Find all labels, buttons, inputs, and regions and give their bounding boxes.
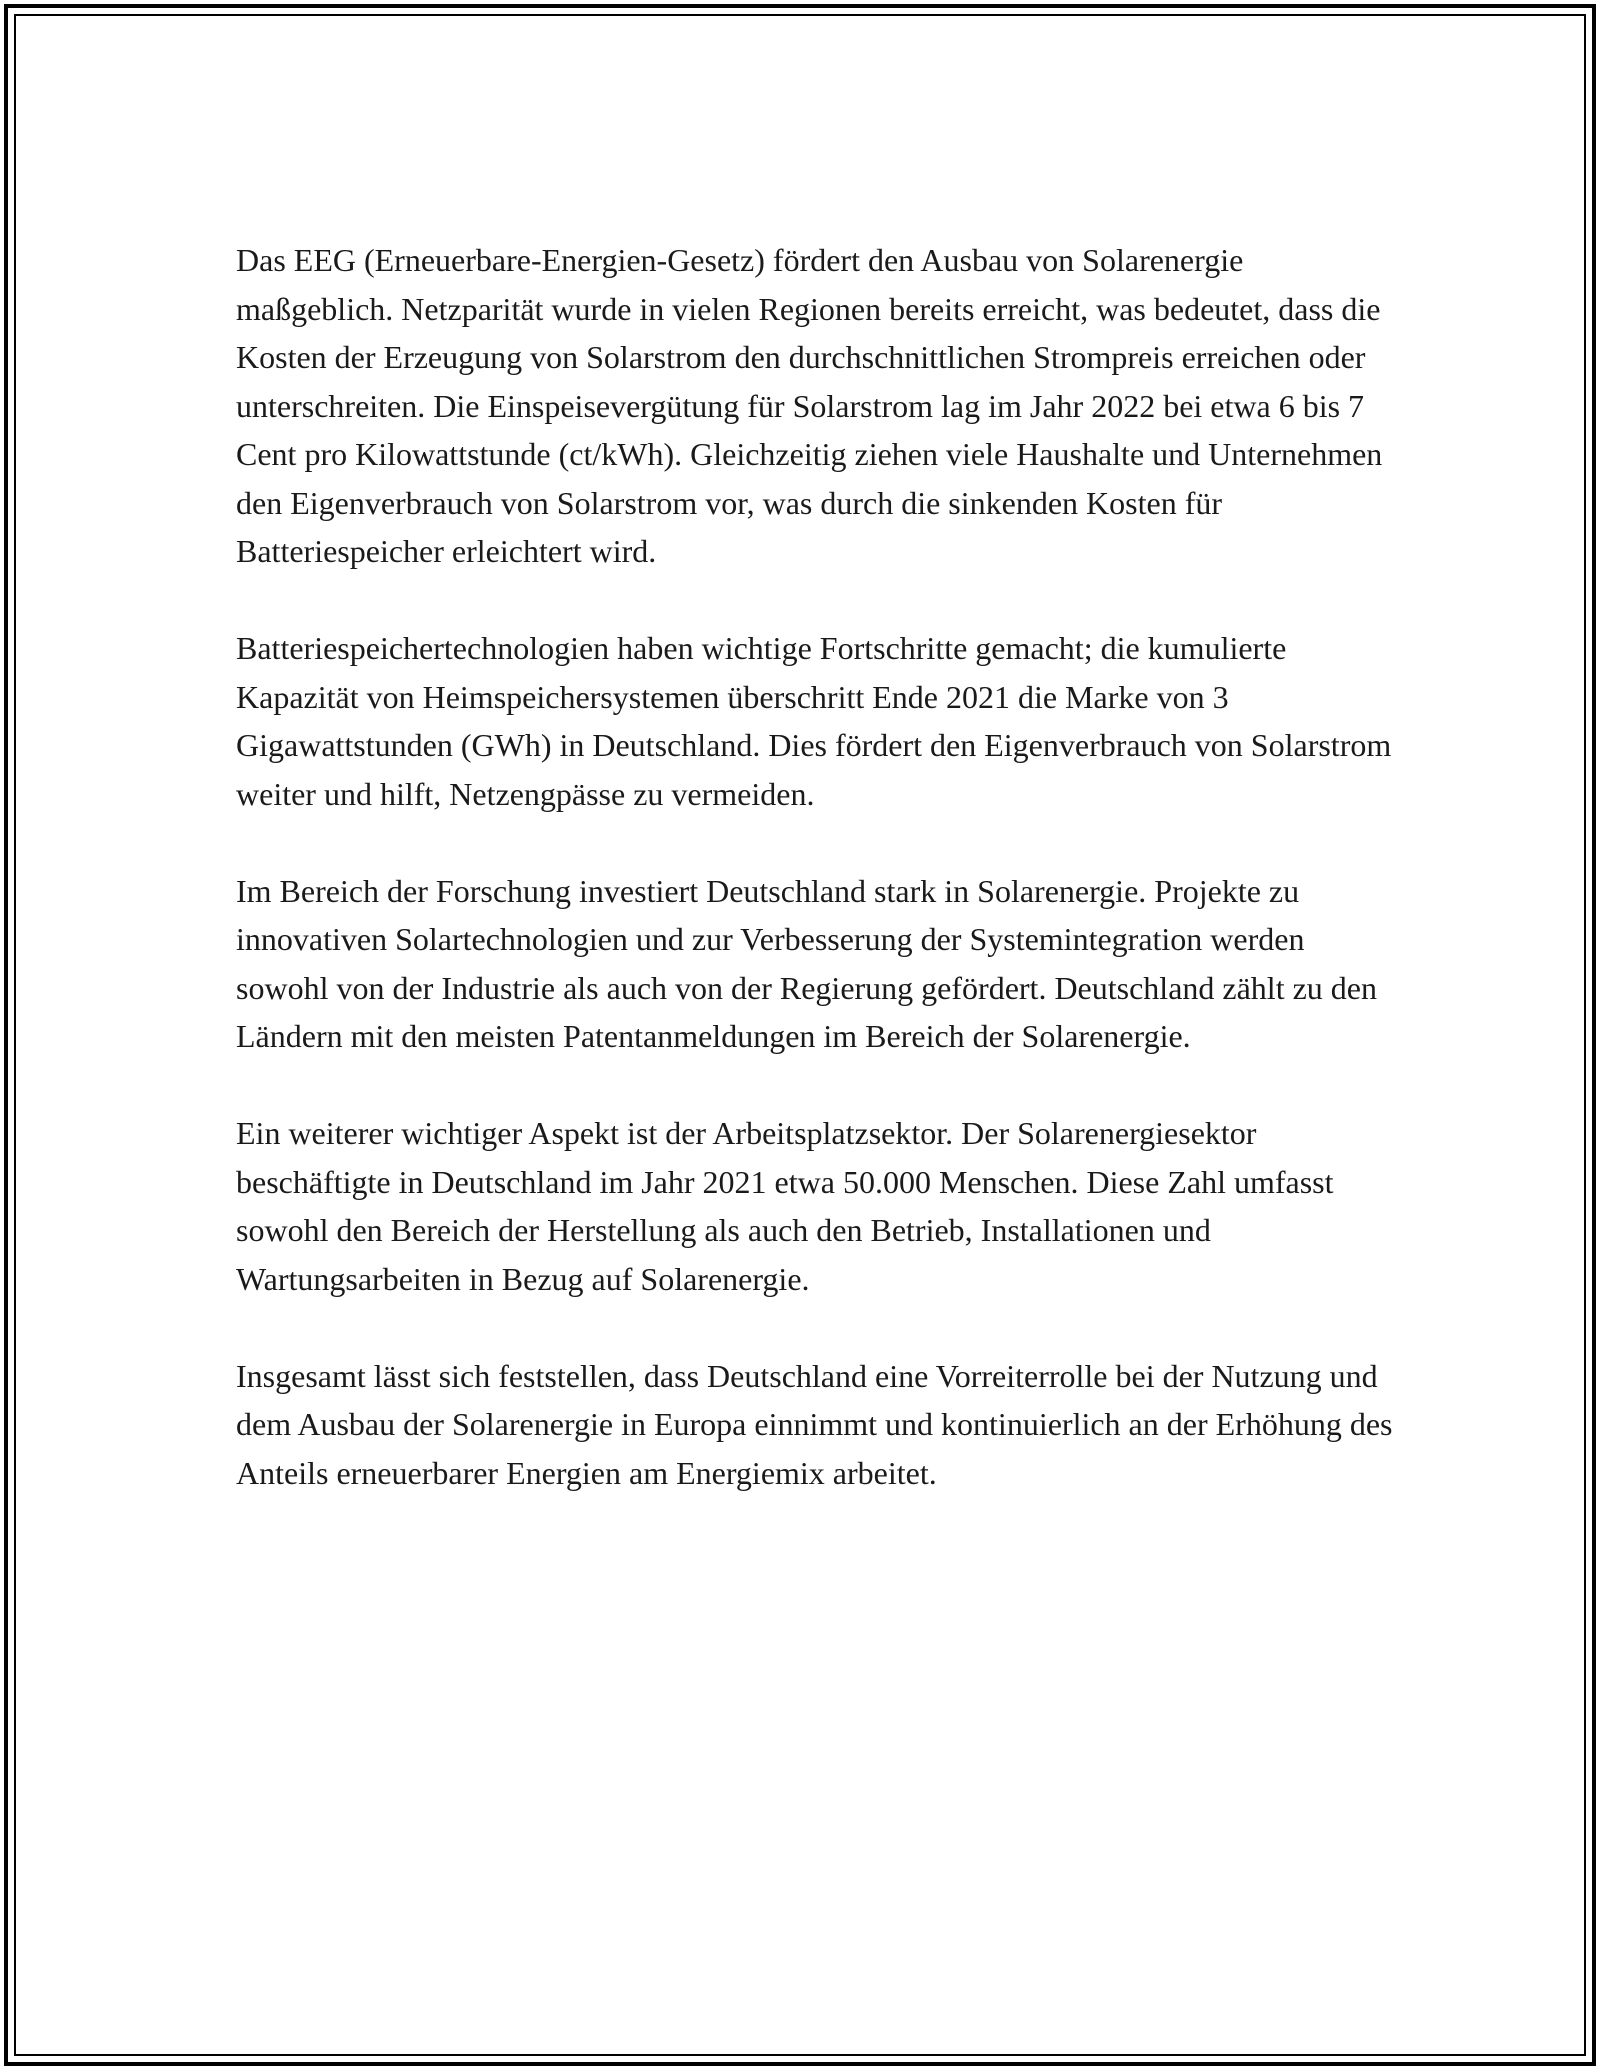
- paragraph-batteriespeicher: Batteriespeichertechnologien haben wichtige Fortschritte gemacht; die kumulierte Kapazität von Heimspeichersystemen überschritt Ende 2021 die Marke von 3 Gigawattstunden (GWh) in Deutschland. Dies fördert den Eigenverbrauch von Solarstrom weiter und hilft, Netzengpässe zu vermeiden.: [236, 630, 1392, 812]
- paragraph-arbeitsplatzsektor: Ein weiterer wichtiger Aspekt ist der Arbeitsplatzsektor. Der Solarenergiesektor beschäftigte in Deutschland im Jahr 2021 etwa 50.000 Menschen. Diese Zahl umfasst sowohl den Bereich der Herstellung als auch den Betrieb, Installationen und Wartungsarbeiten in Bezug auf Solarenergie.: [236, 1115, 1334, 1297]
- paragraph-forschung: Im Bereich der Forschung investiert Deutschland stark in Solarenergie. Projekte zu innovativen Solartechnologien und zur Verbesserung der Systemintegration werden sowohl von der Industrie als auch von der Regierung gefördert. Deutschland zählt zu den Ländern mit den meisten Patentanmeldungen im Bereich der Solarenergie.: [236, 872, 1377, 1054]
- paragraph-eeg-netzparitaet: Das EEG (Erneuerbare-Energien-Gesetz) fördert den Ausbau von Solarenergie maßgeblich. Netzparität wurde in vielen Regionen bereits erreicht, was bedeutet, dass die Kosten der Erzeugung von Solarstrom den durchschnittlichen Strompreis erreichen oder unterschreiten. Die Einspeisevergütung für Solarstrom lag im Jahr 2022 bei etwa 6 bis 7 Cent pro Kilowattstunde (ct/kWh). Gleichzeitig ziehen viele Haushalte und Unternehmen den Eigenverbrauch von Solarstrom vor, was durch die sinkenden Kosten für Batteriespeicher erleichtert wird.: [236, 242, 1383, 569]
- document-body: [236, 236, 1396, 1546]
- paragraph-fazit: Insgesamt lässt sich feststellen, dass Deutschland eine Vorreiterrolle bei der Nutzung und dem Ausbau der Solarenergie in Europa einnimmt und kontinuierlich an der Erhöhung des Anteils erneuerbarer Energien am Energiemix arbeitet.: [236, 1357, 1393, 1491]
